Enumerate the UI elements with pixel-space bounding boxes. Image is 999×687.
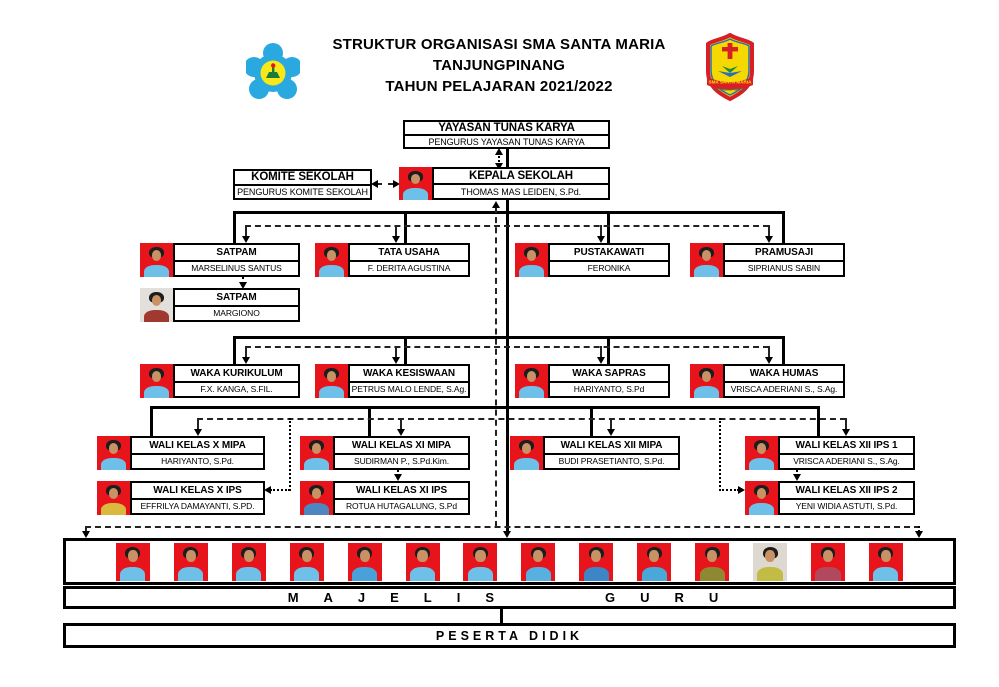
portrait-shirt (144, 310, 168, 322)
org-box-text (130, 436, 265, 470)
peserta-didik-label: PESERTA DIDIK (435, 628, 584, 643)
connector-dotted (270, 489, 290, 491)
portrait-face (152, 371, 162, 382)
connector-dashed (400, 418, 402, 429)
portrait-shirt (694, 386, 718, 398)
org-box-wali-kelas-x-ips (97, 481, 265, 515)
guru-photo-14 (869, 543, 903, 581)
portrait-face (702, 371, 712, 382)
yayasan-tunas-karya-logo (246, 42, 300, 104)
title-line-1: STRUKTUR ORGANISASI SMA SANTA MARIA (332, 36, 666, 53)
connector-dashed (768, 225, 770, 236)
guru-photo-3 (232, 543, 266, 581)
guru-photo-9 (579, 543, 613, 581)
portrait-shirt (526, 567, 551, 581)
guru-photo-5 (348, 543, 382, 581)
svg-text:SMA SANTA MARIA: SMA SANTA MARIA (708, 79, 752, 85)
org-box-name: F.X. KANGA, S.FIL. (200, 384, 273, 395)
org-box-title: WAKA SAPRAS (550, 366, 668, 383)
org-box-name: EFFRILYA DAMAYANTI, S.PD. (140, 501, 255, 512)
arrowhead-down (765, 357, 773, 364)
arrowhead-right (738, 486, 745, 494)
org-box-name: PENGURUS KOMITE SEKOLAH (237, 186, 368, 197)
guru-photo-11 (695, 543, 729, 581)
connector-dashed (395, 225, 397, 236)
connector-dashed (845, 418, 847, 429)
connector-dashed (376, 183, 394, 185)
org-box-name: ROTUA HUTAGALUNG, S.Pd (346, 501, 457, 512)
connector-rail-wali (150, 406, 820, 409)
org-box-name: FERONIKA (587, 263, 631, 274)
org-box-text (348, 243, 470, 277)
arrowhead-down (82, 531, 90, 538)
org-box-text (333, 481, 470, 515)
sma-santa-maria-logo (701, 33, 759, 105)
org-box-title: WALI KELAS X MIPA (132, 438, 263, 455)
portrait-shirt (304, 503, 328, 515)
connector-line (607, 211, 610, 243)
org-box-yayasan (403, 120, 610, 149)
arrowhead-down (194, 429, 202, 436)
page-title (300, 34, 698, 97)
portrait-photo (745, 436, 778, 470)
arrowhead-down (242, 357, 250, 364)
org-box-waka-sapras (515, 364, 670, 398)
portrait-photo (140, 243, 173, 277)
portrait-face (757, 488, 767, 499)
org-box-name: YENI WIDIA ASTUTI, S.Pd. (795, 501, 898, 512)
connector-dashed (245, 225, 769, 227)
portrait-shirt (694, 265, 718, 277)
connector-line (368, 406, 371, 436)
org-box-title: WAKA KURIKULUM (175, 366, 298, 383)
org-box-wali-kelas-xii-ips-2 (745, 481, 915, 515)
connector-dashed (245, 225, 247, 236)
portrait-shirt (144, 265, 168, 277)
portrait-shirt (749, 458, 773, 470)
portrait-photo (515, 364, 548, 398)
portrait-face (128, 550, 138, 562)
org-box-text (173, 288, 300, 322)
org-box-title: WAKA KESISWAAN (350, 366, 468, 383)
org-box-pramusaji (690, 243, 845, 277)
org-box-kepala-sekolah (399, 167, 610, 200)
portrait-face (522, 443, 532, 454)
portrait-face (152, 295, 162, 306)
org-box-text (778, 481, 915, 515)
peserta-didik-box (63, 623, 956, 648)
portrait-photo (745, 481, 778, 515)
portrait-face (527, 250, 537, 261)
org-box-text (548, 364, 670, 398)
portrait-photo (97, 481, 130, 515)
arrowhead-up (492, 201, 500, 208)
org-box-wali-kelas-x-mipa (97, 436, 265, 470)
org-box-text (130, 481, 265, 515)
portrait-photo (315, 243, 348, 277)
arrowhead-down (842, 429, 850, 436)
connector-dashed (768, 346, 770, 357)
connector-rail-staff (233, 211, 785, 214)
connector-rail-waka (233, 336, 785, 339)
org-box-title: WALI KELAS X IPS (132, 483, 263, 500)
org-box-text (723, 364, 845, 398)
connector-dashed (600, 346, 602, 357)
org-box-text (432, 167, 610, 200)
org-box-name: F. DERITA AGUSTINA (367, 263, 451, 274)
guru-photo-10 (637, 543, 671, 581)
org-box-text (348, 364, 470, 398)
portrait-shirt (178, 567, 203, 581)
arrowhead-down (597, 236, 605, 243)
connector-dotted (719, 489, 739, 491)
portrait-shirt (294, 567, 319, 581)
connector-line (404, 336, 407, 364)
arrowhead-down (242, 236, 250, 243)
org-box-waka-kesiswaan (315, 364, 470, 398)
org-box-name: THOMAS MAS LEIDEN, S.Pd. (460, 186, 582, 197)
portrait-shirt (514, 458, 538, 470)
org-box-text (548, 243, 670, 277)
portrait-face (649, 550, 659, 562)
portrait-shirt (403, 188, 427, 200)
org-box-pustakawati (515, 243, 670, 277)
connector-dashed (197, 418, 199, 429)
portrait-shirt (101, 503, 125, 515)
connector-dotted (289, 418, 291, 491)
org-box-text (333, 436, 470, 470)
portrait-face (591, 550, 601, 562)
portrait-face (312, 443, 322, 454)
portrait-photo (399, 167, 432, 200)
portrait-shirt (700, 567, 725, 581)
portrait-shirt (642, 567, 667, 581)
org-box-text (173, 364, 300, 398)
portrait-shirt (749, 503, 773, 515)
connector-dashed (245, 346, 769, 348)
org-box-wali-kelas-xi-ips (300, 481, 470, 515)
arrowhead-down (765, 236, 773, 243)
svg-text:TANJUNGPINANG: TANJUNGPINANG (714, 88, 746, 92)
guru-photo-7 (463, 543, 497, 581)
org-box-title: WALI KELAS XI MIPA (335, 438, 468, 455)
title-line-2: TANJUNGPINANG (432, 57, 566, 74)
arrowhead-down (392, 236, 400, 243)
portrait-photo (315, 364, 348, 398)
portrait-face (702, 250, 712, 261)
portrait-shirt (319, 265, 343, 277)
org-box-name: MARSELINUS SANTUS (191, 263, 282, 274)
portrait-face (823, 550, 833, 562)
org-box-title: PRAMUSAJI (725, 245, 843, 262)
connector-line (150, 406, 153, 436)
connector-line (506, 149, 509, 167)
connector-dotted (719, 418, 721, 491)
org-box-title: SATPAM (175, 245, 298, 262)
arrowhead-up (495, 148, 503, 155)
connector-dashed (395, 346, 397, 357)
org-box-title: PUSTAKAWATI (550, 245, 668, 262)
connector-dashed (197, 418, 846, 420)
org-box-title: KOMITE SEKOLAH (235, 171, 370, 186)
portrait-shirt (519, 386, 543, 398)
arrowhead-down (793, 474, 801, 481)
org-box-text (543, 436, 680, 470)
org-box-title: WALI KELAS XII IPS 1 (780, 438, 913, 455)
org-box-text (173, 243, 300, 277)
org-box-tata-usaha (315, 243, 470, 277)
org-box-title: KEPALA SEKOLAH (434, 169, 608, 185)
portrait-shirt (468, 567, 493, 581)
org-box-title: TATA USAHA (350, 245, 468, 262)
org-box-title: WAKA HUMAS (725, 366, 843, 383)
org-box-name: PETRUS MALO LENDE, S.Ag. (351, 384, 467, 395)
arrowhead-left (371, 180, 378, 188)
connector-line (404, 211, 407, 243)
org-box-waka-humas (690, 364, 845, 398)
guru-photo-6 (406, 543, 440, 581)
guru-photo-12 (753, 543, 787, 581)
connector-dashed (600, 225, 602, 236)
title-line-3: TAHUN PELAJARAN 2021/2022 (385, 78, 613, 95)
portrait-shirt (873, 567, 898, 581)
portrait-face (881, 550, 891, 562)
portrait-photo (515, 243, 548, 277)
portrait-face (186, 550, 196, 562)
portrait-face (152, 250, 162, 261)
portrait-shirt (584, 567, 609, 581)
portrait-face (302, 550, 312, 562)
connector-trunk (506, 200, 509, 532)
guru-photo-2 (174, 543, 208, 581)
portrait-shirt (519, 265, 543, 277)
org-box-wali-kelas-xii-ips-1 (745, 436, 915, 470)
portrait-photo (300, 481, 333, 515)
org-box-title: YAYASAN TUNAS KARYA (405, 122, 608, 136)
connector-line (590, 406, 593, 436)
org-box-name: PENGURUS YAYASAN TUNAS KARYA (428, 136, 585, 147)
org-box-waka-kurikulum (140, 364, 300, 398)
org-box-name: BUDI PRASETIANTO, S.Pd. (558, 456, 665, 467)
portrait-face (360, 550, 370, 562)
portrait-shirt (120, 567, 145, 581)
portrait-photo (510, 436, 543, 470)
portrait-face (327, 371, 337, 382)
portrait-shirt (101, 458, 125, 470)
portrait-shirt (352, 567, 377, 581)
connector-dashed (245, 346, 247, 357)
connector-line (233, 211, 236, 243)
org-box-title: WALI KELAS XI IPS (335, 483, 468, 500)
guru-photo-13 (811, 543, 845, 581)
portrait-face (411, 174, 421, 185)
arrowhead-down (394, 474, 402, 481)
portrait-shirt (304, 458, 328, 470)
majelis-guru-label-box (63, 586, 956, 609)
portrait-photo (140, 288, 173, 322)
connector-line (782, 336, 785, 364)
org-box-name: HARIYANTO, S.Pd. (161, 456, 234, 467)
org-box-satpam-1 (140, 243, 300, 277)
guru-label: GURU (605, 590, 744, 605)
org-box-name: VRISCA ADERIANI S., S.Ag. (793, 456, 900, 467)
portrait-shirt (410, 567, 435, 581)
connector-dashed (610, 418, 612, 429)
portrait-shirt (144, 386, 168, 398)
portrait-shirt (815, 567, 840, 581)
portrait-photo (690, 364, 723, 398)
org-box-text (403, 120, 610, 149)
guru-photo-1 (116, 543, 150, 581)
portrait-face (417, 550, 427, 562)
org-box-title: WALI KELAS XII IPS 2 (780, 483, 913, 500)
portrait-face (109, 443, 119, 454)
org-box-title: SATPAM (175, 290, 298, 307)
majelis-guru-photos-box (63, 538, 956, 585)
connector-line (607, 336, 610, 364)
org-box-satpam-2 (140, 288, 300, 322)
org-box-text (233, 169, 372, 200)
org-box-wali-kelas-xi-mipa (300, 436, 470, 470)
portrait-photo (140, 364, 173, 398)
org-box-wali-kelas-xii-mipa (510, 436, 680, 470)
connector-line (233, 336, 236, 364)
arrowhead-down (503, 531, 511, 538)
org-box-name: VRISCA ADERIANI S., S.Ag. (730, 384, 838, 395)
arrowhead-down (915, 531, 923, 538)
arrowhead-left (264, 486, 271, 494)
org-box-name: SUDIRMAN P., S.Pd.Kim. (354, 456, 449, 467)
org-box-komite (233, 169, 372, 200)
org-box-text (723, 243, 845, 277)
connector-line (817, 406, 820, 436)
guru-photo-4 (290, 543, 324, 581)
portrait-face (109, 488, 119, 499)
arrowhead-down (397, 429, 405, 436)
portrait-shirt (319, 386, 343, 398)
portrait-face (765, 550, 775, 562)
portrait-photo (300, 436, 333, 470)
portrait-photo (97, 436, 130, 470)
guru-photo-8 (521, 543, 555, 581)
portrait-face (707, 550, 717, 562)
portrait-shirt (236, 567, 261, 581)
portrait-face (244, 550, 254, 562)
portrait-face (533, 550, 543, 562)
arrowhead-down (392, 357, 400, 364)
org-box-title: WALI KELAS XII MIPA (545, 438, 678, 455)
portrait-face (757, 443, 767, 454)
majelis-label: MAJELIS (287, 590, 520, 605)
connector-line (782, 211, 785, 243)
connector-dashed (85, 526, 920, 528)
portrait-face (312, 488, 322, 499)
portrait-face (475, 550, 485, 562)
portrait-shirt (757, 567, 782, 581)
org-box-name: SIPRIANUS SABIN (747, 263, 821, 274)
portrait-photo (690, 243, 723, 277)
portrait-face (327, 250, 337, 261)
portrait-face (527, 371, 537, 382)
org-box-name: MARGIONO (213, 308, 260, 319)
connector-dashed-trunk (495, 207, 497, 527)
arrowhead-down (607, 429, 615, 436)
arrowhead-down (597, 357, 605, 364)
org-box-text (778, 436, 915, 470)
org-box-name: HARIYANTO, S.Pd (573, 384, 645, 395)
